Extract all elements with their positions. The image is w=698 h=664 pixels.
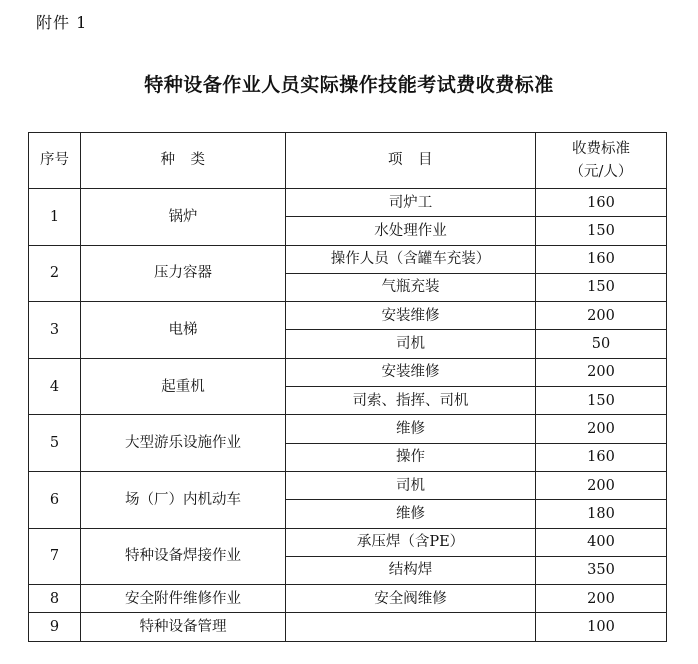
item-cell: 维修	[286, 415, 536, 443]
seq-cell: 5	[29, 415, 81, 472]
fee-cell: 200	[536, 302, 667, 330]
fee-cell: 150	[536, 387, 667, 415]
table-row	[29, 245, 667, 273]
category-cell: 特种设备焊接作业	[81, 528, 286, 585]
fee-cell: 150	[536, 273, 667, 301]
item-cell: 气瓶充装	[286, 273, 536, 301]
seq-cell: 2	[29, 245, 81, 302]
fee-cell: 350	[536, 556, 667, 584]
category-cell: 锅炉	[81, 189, 286, 246]
fee-cell: 160	[536, 189, 667, 217]
item-cell: 司索、指挥、司机	[286, 387, 536, 415]
item-cell: 司炉工	[286, 189, 536, 217]
fee-cell: 200	[536, 415, 667, 443]
item-cell: 维修	[286, 500, 536, 528]
seq-cell: 3	[29, 302, 81, 359]
fee-cell: 100	[536, 613, 667, 641]
table-header-row	[29, 133, 667, 189]
category-cell: 特种设备管理	[81, 613, 286, 641]
table-row	[29, 415, 667, 443]
category-cell: 大型游乐设施作业	[81, 415, 286, 472]
fee-cell: 150	[536, 217, 667, 245]
fee-cell: 50	[536, 330, 667, 358]
header-item: 项 目	[286, 133, 536, 189]
item-cell: 司机	[286, 471, 536, 499]
fee-cell: 180	[536, 500, 667, 528]
header-seq: 序号	[29, 133, 81, 189]
category-cell: 安全附件维修作业	[81, 585, 286, 613]
fee-cell: 400	[536, 528, 667, 556]
table-row	[29, 358, 667, 386]
category-cell: 压力容器	[81, 245, 286, 302]
item-cell	[286, 613, 536, 641]
item-cell: 司机	[286, 330, 536, 358]
page-title: 特种设备作业人员实际操作技能考试费收费标准	[144, 74, 554, 96]
header-fee-line1: 收费标准	[572, 141, 630, 158]
header-fee-line2: （元/人）	[569, 163, 633, 180]
fee-cell: 200	[536, 585, 667, 613]
seq-cell: 9	[29, 613, 81, 641]
item-cell: 安全阀维修	[286, 585, 536, 613]
item-cell: 安装维修	[286, 358, 536, 386]
table-row	[29, 528, 667, 556]
header-fee	[536, 133, 667, 189]
category-cell: 场（厂）内机动车	[81, 471, 286, 528]
seq-cell: 1	[29, 189, 81, 246]
attachment-label: 附件 1	[36, 13, 88, 32]
seq-cell: 8	[29, 585, 81, 613]
item-cell: 承压焊（含PE）	[286, 528, 536, 556]
item-cell: 结构焊	[286, 556, 536, 584]
fee-cell: 160	[536, 443, 667, 471]
fee-cell: 200	[536, 471, 667, 499]
seq-cell: 4	[29, 358, 81, 415]
item-cell: 操作	[286, 443, 536, 471]
seq-cell: 7	[29, 528, 81, 585]
header-category: 种 类	[81, 133, 286, 189]
category-cell: 电梯	[81, 302, 286, 359]
item-cell: 安装维修	[286, 302, 536, 330]
item-cell: 水处理作业	[286, 217, 536, 245]
fee-cell: 160	[536, 245, 667, 273]
category-cell: 起重机	[81, 358, 286, 415]
table-row	[29, 585, 667, 613]
item-cell: 操作人员（含罐车充装）	[286, 245, 536, 273]
fee-cell: 200	[536, 358, 667, 386]
fee-table	[28, 132, 667, 642]
seq-cell: 6	[29, 471, 81, 528]
table-row	[29, 189, 667, 217]
table-row	[29, 613, 667, 641]
table-row	[29, 302, 667, 330]
table-row	[29, 471, 667, 499]
